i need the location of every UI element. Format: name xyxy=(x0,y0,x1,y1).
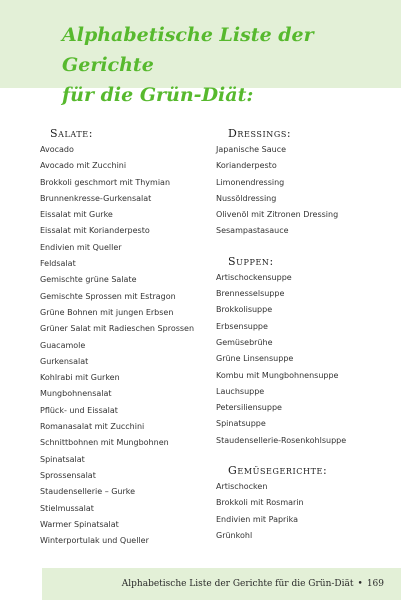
list-item: Eissalat mit Gurke xyxy=(40,210,113,220)
list-gemuesegerichte xyxy=(216,479,396,544)
list-item: Staudensellerie – Gurke xyxy=(40,487,136,497)
list-item: Gemischte Sprossen mit Estragon xyxy=(40,291,176,301)
list-item: Romanasalat mit Zucchini xyxy=(40,422,145,432)
list-item: Feldsalat xyxy=(40,259,76,269)
list-item: Brokkolisuppe xyxy=(216,305,273,315)
list-item: Pflück- und Eissalat xyxy=(40,405,118,415)
page-number: 169 xyxy=(366,579,384,589)
list-item: Avocado xyxy=(40,145,74,154)
list-item: Avocado mit Zucchini xyxy=(40,161,127,171)
list-item: Grüne Bohnen mit jungen Erbsen xyxy=(40,307,174,317)
list-item: Staudensellerie-Rosenkohlsuppe xyxy=(216,435,347,445)
list-item: Korianderpesto xyxy=(216,161,277,171)
list-dressings xyxy=(216,142,396,240)
list-item: Winterportulak und Queller xyxy=(40,536,149,546)
section-heading-gemuesegerichte: Gemüsegerichte: xyxy=(228,464,328,478)
list-item: Guacamole xyxy=(40,340,86,350)
list-item: Brokkoli geschmort mit Thymian xyxy=(40,177,171,187)
list-item: Grüne Linsensuppe xyxy=(216,354,294,364)
list-item: Gurkensalat xyxy=(40,356,89,366)
list-item: Endivien mit Paprika xyxy=(216,514,298,524)
list-item: Olivenöl mit Zitronen Dressing xyxy=(216,210,339,220)
list-item: Sesampastasauce xyxy=(216,226,289,236)
list-item: Gemischte grüne Salate xyxy=(40,275,137,285)
page-title xyxy=(62,20,397,110)
list-salate xyxy=(40,142,215,549)
page-title-line-1: Alphabetische Liste der Gerichte xyxy=(62,24,314,76)
list-item: Eissalat mit Korianderpesto xyxy=(40,226,150,236)
list-item: Schnittbohnen mit Mungbohnen xyxy=(40,438,169,448)
list-suppen xyxy=(216,270,396,449)
list-item: Gemüsebrühe xyxy=(216,337,273,347)
running-title: Alphabetische Liste der Gerichte für die Grün-Diät xyxy=(121,579,354,589)
footer-separator: • xyxy=(357,579,363,589)
section-heading-dressings: Dressings: xyxy=(228,127,292,140)
list-item: Brennesselsuppe xyxy=(216,289,285,299)
list-item: Grüner Salat mit Radieschen Sprossen xyxy=(40,324,195,334)
page-title-line-2: für die Grün-Diät: xyxy=(62,84,254,106)
list-item: Kohlrabi mit Gurken xyxy=(40,373,120,383)
list-item: Warmer Spinatsalat xyxy=(40,519,119,529)
list-item: Kombu mit Mungbohnensuppe xyxy=(216,370,339,380)
list-item: Brokkoli mit Rosmarin xyxy=(216,498,304,508)
right-column xyxy=(216,126,396,544)
list-item: Artischockensuppe xyxy=(216,272,292,282)
running-footer xyxy=(122,568,384,600)
footer-band xyxy=(42,568,401,600)
section-heading-salate: Salate: xyxy=(50,127,94,140)
left-column xyxy=(40,126,215,549)
list-item: Limonendressing xyxy=(216,177,285,187)
list-item: Mungbohnensalat xyxy=(40,389,112,399)
list-item: Sprossensalat xyxy=(40,470,96,480)
list-item: Stielmussalat xyxy=(40,503,94,513)
list-item: Artischocken xyxy=(216,482,268,492)
list-item: Endivien mit Queller xyxy=(40,242,122,252)
list-item: Erbsensuppe xyxy=(216,321,268,331)
list-item: Spinatsalat xyxy=(40,454,85,464)
list-item: Brunnenkresse-Gurkensalat xyxy=(40,193,152,203)
list-item: Japanische Sauce xyxy=(216,145,287,154)
list-item: Nussöldressing xyxy=(216,193,277,203)
section-heading-suppen: Suppen: xyxy=(228,254,274,268)
list-item: Spinatsuppe xyxy=(216,419,266,429)
list-item: Lauchsuppe xyxy=(216,386,265,396)
list-item: Grünkohl xyxy=(216,530,253,540)
list-item: Petersiliensuppe xyxy=(216,403,282,413)
